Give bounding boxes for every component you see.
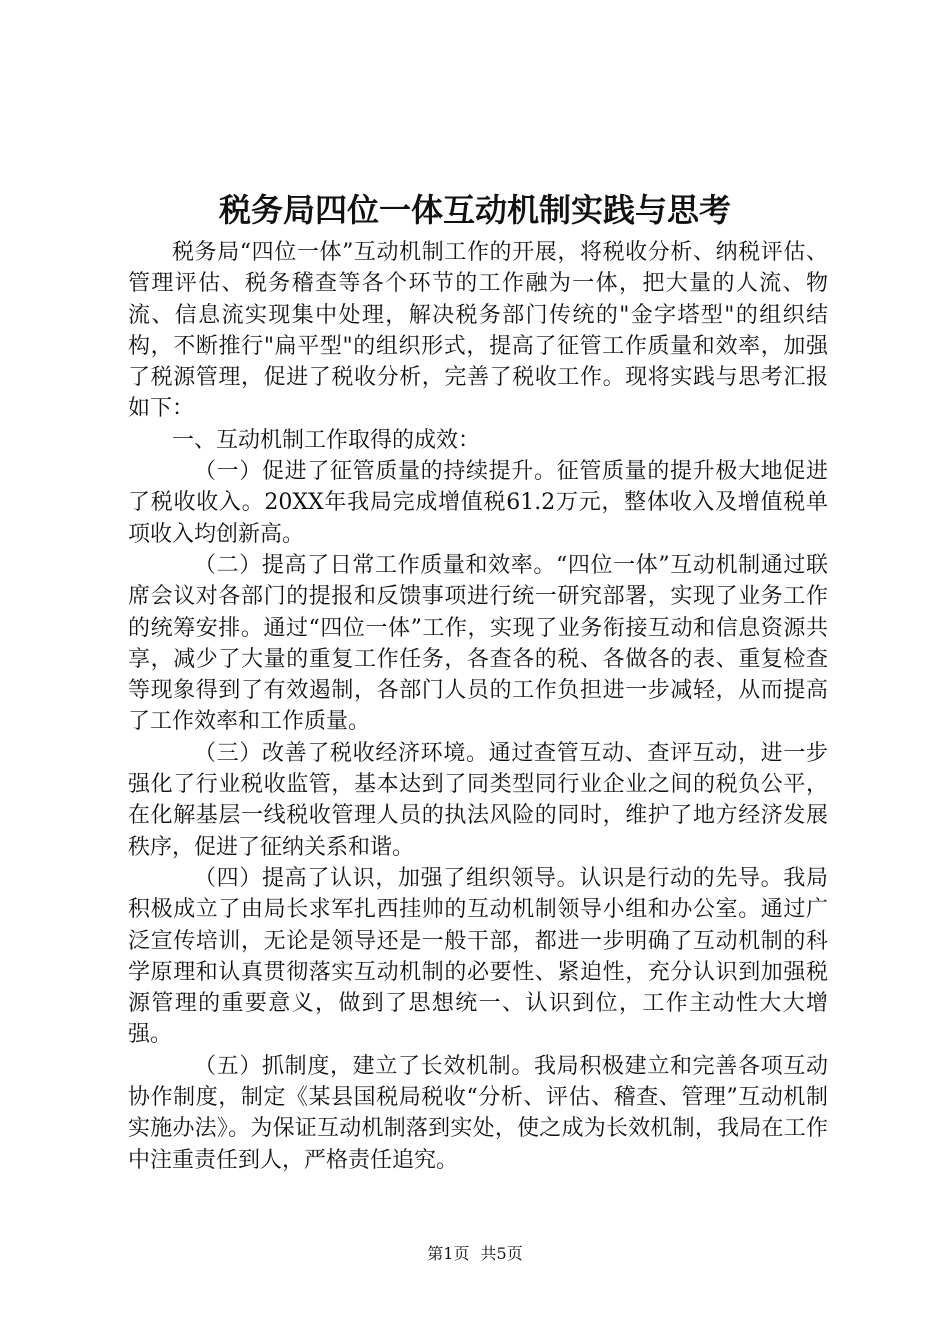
page-number: 第1页 (427, 1244, 470, 1263)
section-heading: 一、互动机制工作取得的成效： (172, 427, 481, 453)
document-title: 税务局四位一体互动机制实践与思考 (218, 191, 731, 229)
page-total: 共5页 (480, 1244, 523, 1263)
list-item-paragraph: （五）抓制度，建立了长效机制。我局积极建立和完善各项互动协作制度，制定《某县国税局税收“分析、评估、稽查、管理”互动机制实施办法》。为保证互动机制落到实处，使之成为长效机制，我局在工作中注重责任到人，严格责任追究。 (128, 1053, 828, 1173)
document-body (128, 237, 828, 1176)
list-item-paragraph: （三）改善了税收经济环境。通过查管互动、查评互动，进一步强化了行业税收监管，基本达到了同类型同行业企业之间的税负公平，在化解基层一线税收管理人员的执法风险的同时，维护了地方经济发展秩序，促进了征纳关系和谐。 (128, 740, 828, 860)
page-footer (0, 1242, 950, 1266)
list-item-paragraph: （二）提高了日常工作质量和效率。“四位一体”互动机制通过联席会议对各部门的提报和反馈事项进行统一研究部署，实现了业务工作的统筹安排。通过“四位一体”工作，实现了业务衔接互动和信息资源共享，减少了大量的重复工作任务，各查各的税、各做各的表、重复检查等现象得到了有效遏制，各部门人员的工作负担进一步减轻，从而提高了工作效率和工作质量。 (128, 552, 828, 735)
list-item-paragraph: （一）促进了征管质量的持续提升。征管质量的提升极大地促进了税收收入。20XX年我局完成增值税61.2万元，整体收入及增值税单项收入均创新高。 (128, 459, 828, 547)
intro-paragraph: 税务局“四位一体”互动机制工作的开展，将税收分析、纳税评估、管理评估、税务稽查等各个环节的工作融为一体，把大量的人流、物流、信息流实现集中处理，解决税务部门传统的"金字塔型"的组织结构，不断推行"扁平型"的组织形式，提高了征管工作质量和效率，加强了税源管理，促进了税收分析，完善了税收工作。现将实践与思考汇报如下： (128, 240, 828, 422)
list-item-paragraph: （四）提高了认识，加强了组织领导。认识是行动的先导。我局积极成立了由局长求军扎西挂帅的互动机制领导小组和办公室。通过广泛宣传培训，无论是领导还是一般干部，都进一步明确了互动机制的科学原理和认真贯彻落实互动机制的必要性、紧迫性，充分认识到加强税源管理的重要意义，做到了思想统一、认识到位，工作主动性大大增强。 (128, 865, 828, 1048)
